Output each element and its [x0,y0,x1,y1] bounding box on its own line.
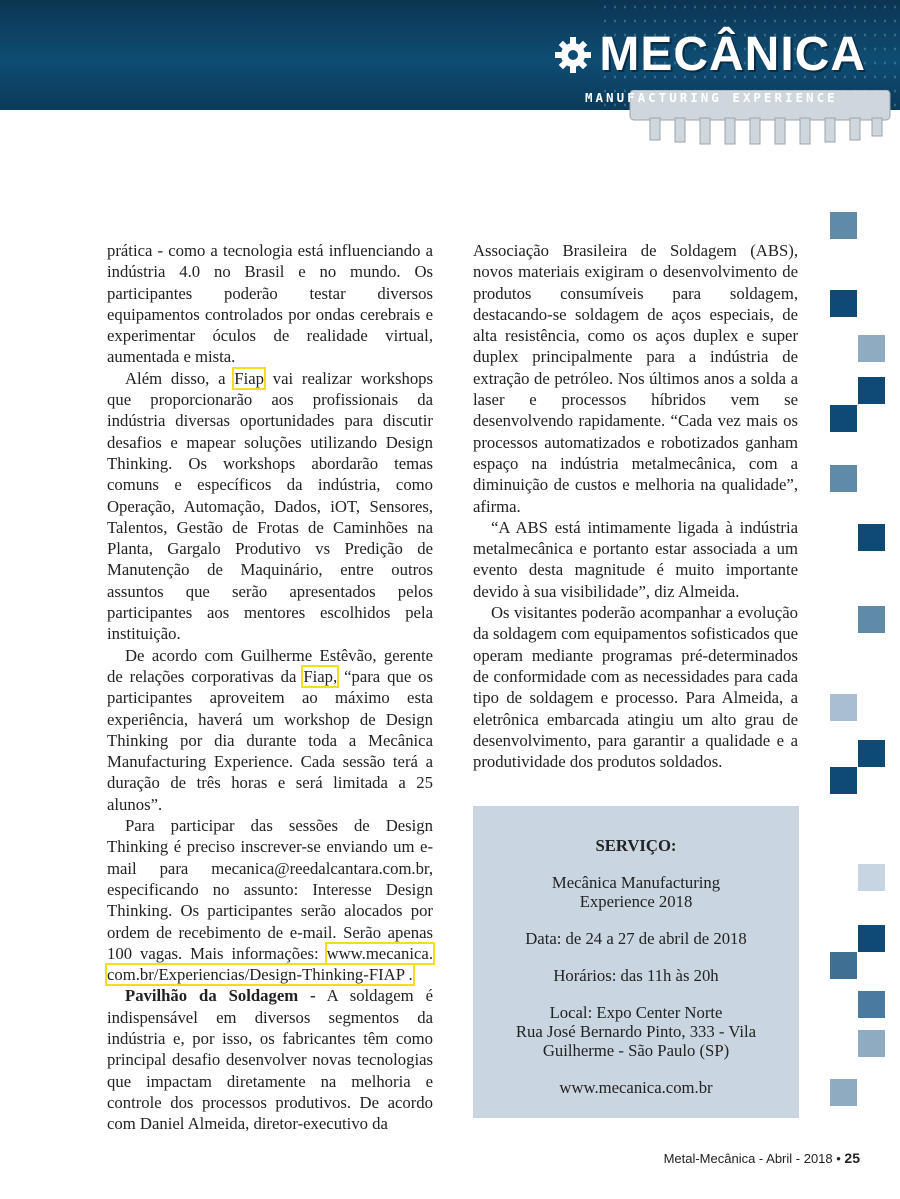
text: “para que os participantes aproveitem ao máximo esta experiência, haverá um workshop de Design Thinking por dia durante toda a Mecânica Manufacturing Experience. Cada sessão terá a duração de três horas e será limitada a 25 alunos”. [107,666,433,814]
url-link[interactable]: com.br/Experiencias/Design-Thinking-FIAP . [107,965,413,985]
square-shape [830,465,857,492]
event-line: Experience 2018 [579,892,693,911]
text: A soldagem é indispensável em diversos segmentos da indústria e, por isso, os fabricantes têm como principal desafio desenvolver novas tecnologias que impactam diretamente na melhoria e controle dos processos produtivos. De acordo com Daniel Almeida, diretor-executivo da [107,986,433,1134]
event-line: Mecânica Manufacturing [551,873,721,892]
left-column [107,240,433,1134]
square-shape [830,290,857,317]
square-shape [830,694,857,721]
logo-text: MECÂNICA [599,28,866,81]
venue-line: Guilherme - São Paulo (SP) [542,1041,730,1060]
text: Além disso, a [125,368,235,388]
square-shape [830,212,857,239]
footer-text: Metal-Mecânica - Abril - 2018 • [663,1151,841,1166]
url-link[interactable]: www.mecanica. [326,943,433,963]
square-shape [858,377,885,404]
square-shape [830,1079,857,1106]
paragraph [107,815,433,985]
paragraph: prática - como a tecnologia está influenciando a indústria 4.0 no Brasil e no mundo. Os participantes poderão testar diversos equipamentos controlados por ondas cerebrais e experimentar óculos de realidade virtual, aumentada e mista. [107,241,433,367]
service-title: SERVIÇO: [595,836,677,855]
square-shape [858,740,885,767]
event-website[interactable]: www.mecanica.com.br [559,1078,713,1097]
square-shape [858,335,885,362]
square-shape [830,952,857,979]
fiap-link[interactable]: Fiap, [303,666,338,686]
venue-line: Local: Expo Center Norte [549,1003,723,1022]
event-date: Data: de 24 a 27 de abril de 2018 [525,929,747,948]
square-shape [830,767,857,794]
square-shape [858,524,885,551]
mecanica-logo [553,28,866,81]
square-shape [858,925,885,952]
paragraph [107,368,433,645]
square-shape [830,405,857,432]
right-column [473,240,798,772]
square-shape [858,1030,885,1057]
fiap-link[interactable]: Fiap [234,368,264,388]
event-venue [473,1003,799,1060]
subheading: Pavilhão da Soldagem - [125,986,316,1006]
square-shape [858,864,885,891]
text: vai realizar workshops que proporcionarão aos profissionais da indústria diversas oportunidades para discutir desafios e mapear soluções utilizando Design Thinking. Os workshops abordarão temas comuns e específicos da indústria, como Operação, Automação, Dados, iOT, Sensores, Talentos, Gestão de Frotas de Caminhões na Planta, Gargalo Produtivo vs Predição de Manutenção de Maquinário, entre outros assuntos que serão apresentados pelos participantes aos mentores escolhidos pela instituição. [107,368,434,644]
text: Para participar das sessões de Design Thinking é preciso inscrever-se enviando um e-mail para mecanica@reedalcantara.com.br, especificando no assunto: Interesse Design Thinking. Os participantes serão alocados por ordem de recebimento de e-mail. Serão apenas 100 vagas. Mais informações: [107,816,433,963]
paragraph: Associação Brasileira de Soldagem (ABS), novos materiais exigiram o desenvolvimento de produtos consumíveis para soldagem, destacando-se soldagem de aços especiais, de alta resistência, como os aços duplex e super duplex principalmente para a indústria de extração de petróleo. Nos últimos anos a solda a laser e processos híbridos vem se desenvolvendo rapidamente. “Cada vez mais os processos automatizados e robotizados ganham espaço na indústria metalmecânica, com a diminuição de custos e melhoria na qualidade”, afirma. [473,241,798,516]
gear-icon [553,35,593,75]
event-name [473,873,799,911]
text: De acordo com Guilherme Estêvão, gerente de relações corporativas da [107,645,433,686]
paragraph: Os visitantes poderão acompanhar a evolução da soldagem com equipamentos sofisticados que operam mediante programas pré-determinados de conformidade com as necessidades para cada tipo de soldagem e processo. Para Almeida, a eletrônica embarcada atingiu um alto grau de desenvolvimento, para garantir a qualidade e a produtividade dos produtos soldados. [473,603,798,772]
paragraph: “A ABS está intimamente ligada à indústria metalmecânica e portanto estar associada a um evento desta magnitude é muito importante devido à sua visibilidade”, diz Almeida. [473,517,798,601]
page-footer [664,1150,860,1166]
paragraph [107,645,433,815]
tagline: MANUFACTURING EXPERIENCE [585,90,838,105]
event-hours: Horários: das 11h às 20h [553,966,719,985]
square-shape [858,606,885,633]
square-shape [858,991,885,1018]
service-box [473,806,799,1118]
venue-line: Rua José Bernardo Pinto, 333 - Vila [515,1022,757,1041]
paragraph [107,985,433,1134]
page-number: 25 [844,1150,860,1166]
